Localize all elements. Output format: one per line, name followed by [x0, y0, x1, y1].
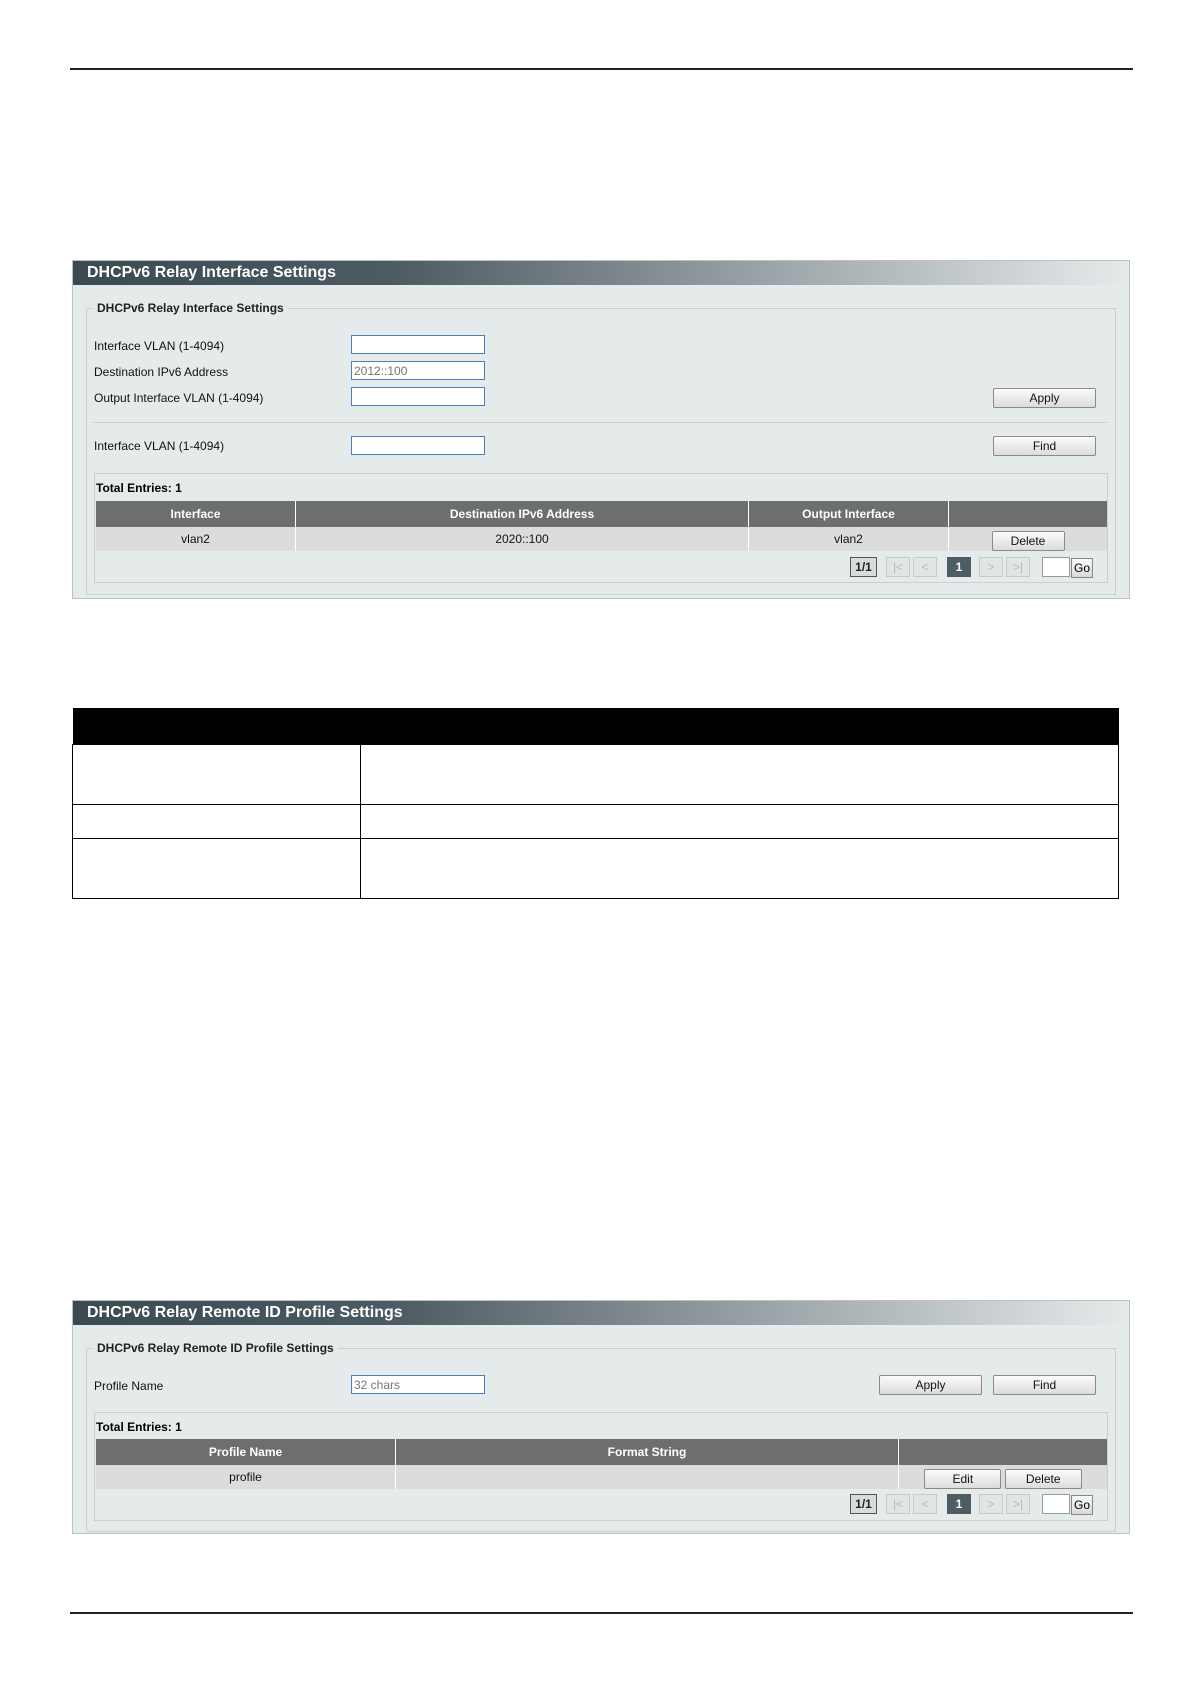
cell-profile-name: profile [96, 1465, 396, 1489]
relay-interface-table [96, 501, 1107, 551]
cell-actions [949, 527, 1108, 551]
go-button[interactable]: Go [1071, 558, 1093, 578]
last-page-button[interactable]: >| [1006, 557, 1030, 577]
destination-ipv6-label: Destination IPv6 Address [94, 365, 229, 379]
page-number-input[interactable] [1042, 1494, 1070, 1514]
col-profile-name: Profile Name [96, 1439, 396, 1465]
next-page-button[interactable]: > [979, 557, 1003, 577]
find-interface-vlan-input[interactable] [351, 436, 485, 455]
bottom-rule [70, 1612, 1133, 1614]
table-row [96, 527, 1107, 551]
first-page-button[interactable]: |< [886, 1494, 910, 1514]
page-count: 1/1 [850, 1494, 877, 1514]
fieldset-legend: DHCPv6 Relay Remote ID Profile Settings [93, 1341, 338, 1355]
find-button[interactable]: Find [993, 436, 1096, 456]
table-header-row [96, 1439, 1107, 1465]
fieldset-legend: DHCPv6 Relay Interface Settings [93, 301, 288, 315]
col-format-string: Format String [396, 1439, 899, 1465]
destination-ipv6-input[interactable] [351, 361, 485, 380]
go-button[interactable]: Go [1071, 1495, 1093, 1515]
relay-interface-fieldset [86, 301, 1116, 595]
table-row [96, 1465, 1107, 1489]
description-row [73, 839, 1119, 899]
prev-page-button[interactable]: < [913, 557, 937, 577]
panel-title: DHCPv6 Relay Remote ID Profile Settings [73, 1301, 1129, 1325]
remote-id-table [96, 1439, 1107, 1489]
profile-name-label: Profile Name [94, 1379, 164, 1393]
prev-page-button[interactable]: < [913, 1494, 937, 1514]
entries-box [94, 473, 1108, 583]
cell-format-string [396, 1465, 899, 1489]
last-page-button[interactable]: >| [1006, 1494, 1030, 1514]
apply-button[interactable]: Apply [993, 388, 1096, 408]
remote-id-fieldset [86, 1341, 1116, 1532]
current-page[interactable]: 1 [947, 557, 971, 577]
total-entries: Total Entries: 1 [96, 481, 182, 495]
first-page-button[interactable]: |< [886, 557, 910, 577]
output-interface-vlan-label: Output Interface VLAN (1-4094) [94, 391, 264, 405]
next-page-button[interactable]: > [979, 1494, 1003, 1514]
delete-button[interactable]: Delete [992, 531, 1065, 551]
entries-box [94, 1412, 1108, 1521]
panel-title: DHCPv6 Relay Interface Settings [73, 261, 1129, 285]
col-output-interface: Output Interface [749, 501, 949, 527]
section-divider [93, 422, 1107, 423]
description-row [73, 805, 1119, 839]
page-count: 1/1 [850, 557, 877, 577]
output-interface-vlan-input[interactable] [351, 387, 485, 406]
cell-actions [899, 1465, 1108, 1489]
profile-name-input[interactable] [351, 1375, 485, 1394]
top-rule [70, 68, 1133, 70]
col-destination: Destination IPv6 Address [296, 501, 749, 527]
description-header-row [73, 708, 1119, 745]
relay-interface-panel [72, 260, 1130, 599]
description-row [73, 745, 1119, 805]
table-header-row [96, 501, 1107, 527]
cell-destination: 2020::100 [296, 527, 749, 551]
description-table [72, 708, 1119, 899]
col-interface: Interface [96, 501, 296, 527]
col-actions [899, 1439, 1108, 1465]
edit-button[interactable]: Edit [924, 1469, 1001, 1489]
delete-button[interactable]: Delete [1005, 1469, 1082, 1489]
find-button[interactable]: Find [993, 1375, 1096, 1395]
total-entries: Total Entries: 1 [96, 1420, 182, 1434]
interface-vlan-label: Interface VLAN (1-4094) [94, 339, 225, 353]
page-number-input[interactable] [1042, 557, 1070, 577]
apply-button[interactable]: Apply [879, 1375, 982, 1395]
cell-interface: vlan2 [96, 527, 296, 551]
cell-output-interface: vlan2 [749, 527, 949, 551]
current-page[interactable]: 1 [947, 1494, 971, 1514]
remote-id-profile-panel [72, 1300, 1130, 1534]
col-actions [949, 501, 1108, 527]
interface-vlan-input[interactable] [351, 335, 485, 354]
find-interface-vlan-label: Interface VLAN (1-4094) [94, 439, 225, 453]
